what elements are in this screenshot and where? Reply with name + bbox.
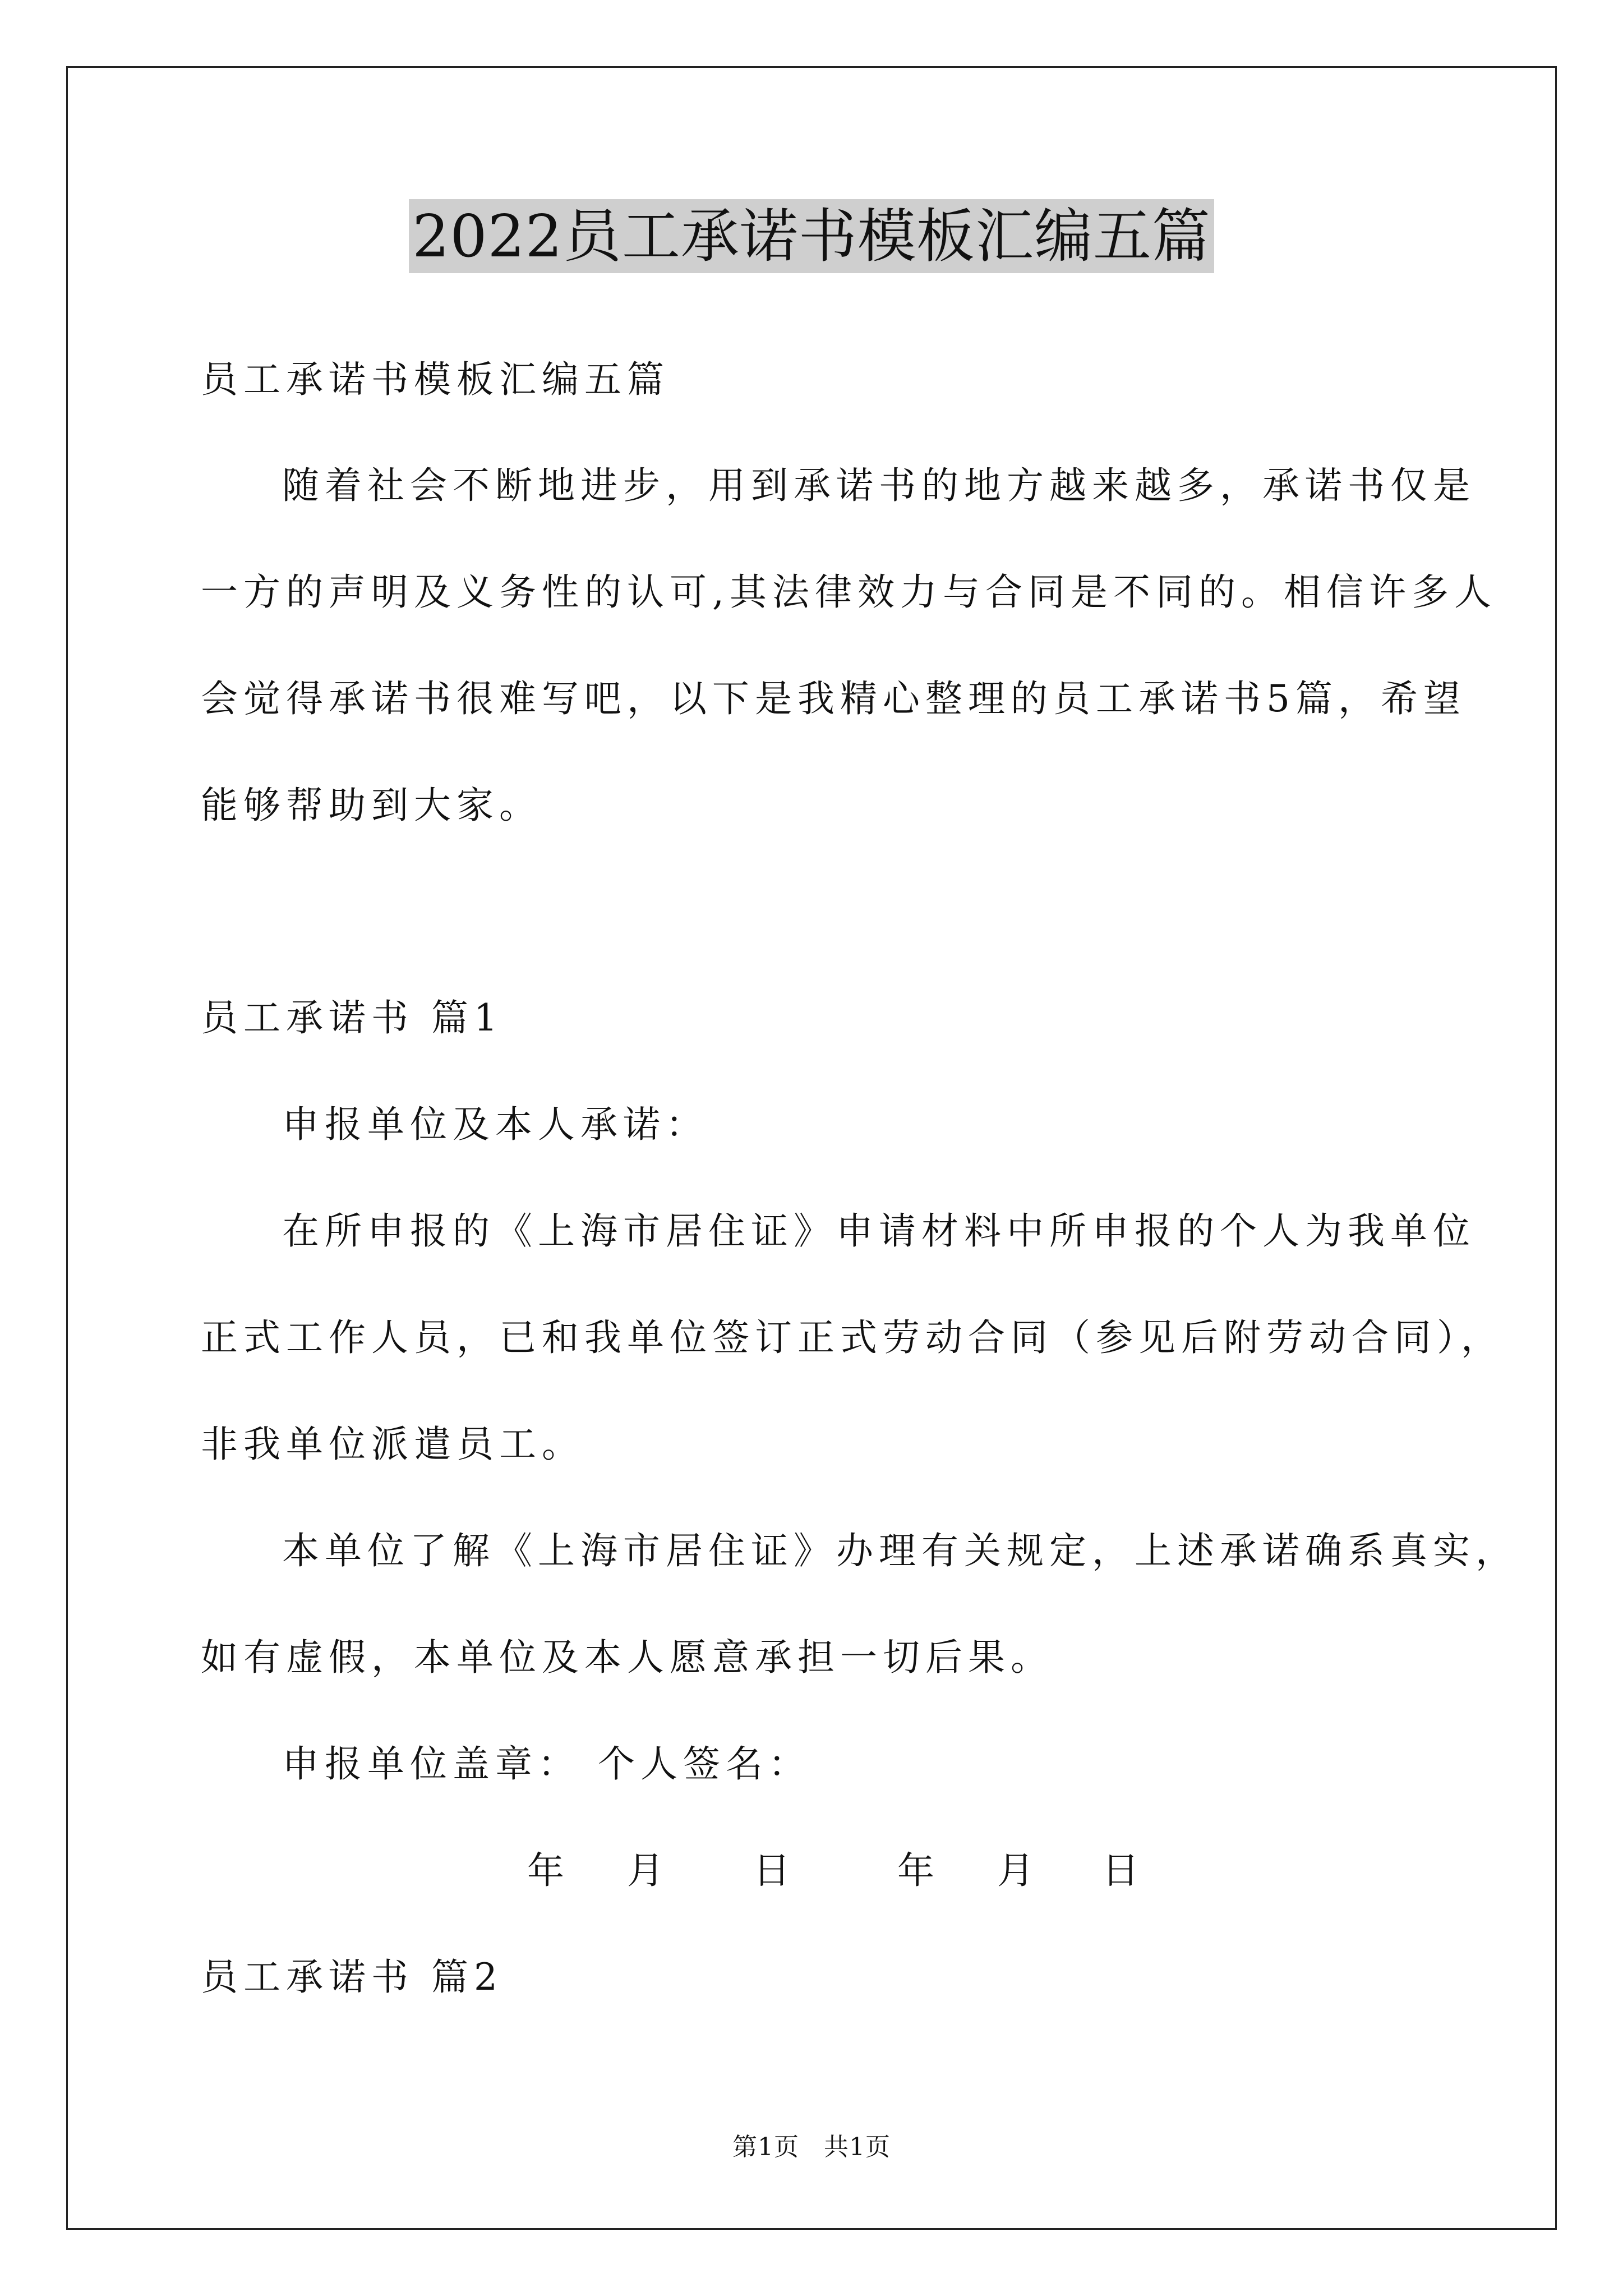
date-month-1: 月: [627, 1849, 664, 1892]
section1-para1-line-1: 在所申报的《上海市居住证》申请材料中所申报的个人为我单位: [282, 1209, 1476, 1253]
document-subtitle: 员工承诺书模板汇编五篇: [201, 358, 670, 401]
section1-heading: 员工承诺书 篇1: [201, 996, 503, 1039]
section1-para2-line-2: 如有虚假，本单位及本人愿意承担一切后果。: [201, 1636, 1053, 1679]
section1-para1-line-3: 非我单位派遣员工。: [201, 1423, 584, 1466]
section1-para1-line-2: 正式工作人员，已和我单位签订正式劳动合同（参见后附劳动合同），: [201, 1316, 1504, 1359]
title-container: [0, 199, 1623, 273]
date-day-1: 日: [753, 1849, 790, 1892]
signature-line: 申报单位盖章： 个人签名：: [282, 1742, 811, 1786]
intro-line-4: 能够帮助到大家。: [201, 784, 542, 827]
date-month-2: 月: [997, 1849, 1034, 1892]
section1-line-1: 申报单位及本人承诺：: [282, 1103, 708, 1146]
section2-heading: 员工承诺书 篇2: [201, 1955, 503, 1999]
intro-line-2: 一方的声明及义务性的认可,其法律效力与合同是不同的。相信许多人: [201, 570, 1497, 614]
page-total: 共1页: [824, 2133, 891, 2161]
page-footer: [0, 2132, 1623, 2163]
date-year-2: 年: [897, 1849, 934, 1892]
date-day-2: 日: [1102, 1849, 1139, 1892]
document-title: 2022员工承诺书模板汇编五篇: [409, 199, 1214, 273]
intro-line-1: 随着社会不断地进步，用到承诺书的地方越来越多，承诺书仅是: [282, 464, 1476, 507]
page-number: 第1页: [732, 2133, 799, 2161]
section1-para2-line-1: 本单位了解《上海市居住证》办理有关规定，上述承诺确系真实，: [282, 1529, 1518, 1572]
intro-line-3: 会觉得承诺书很难写吧，以下是我精心整理的员工承诺书5篇，希望: [201, 677, 1466, 720]
date-year-1: 年: [527, 1849, 564, 1892]
